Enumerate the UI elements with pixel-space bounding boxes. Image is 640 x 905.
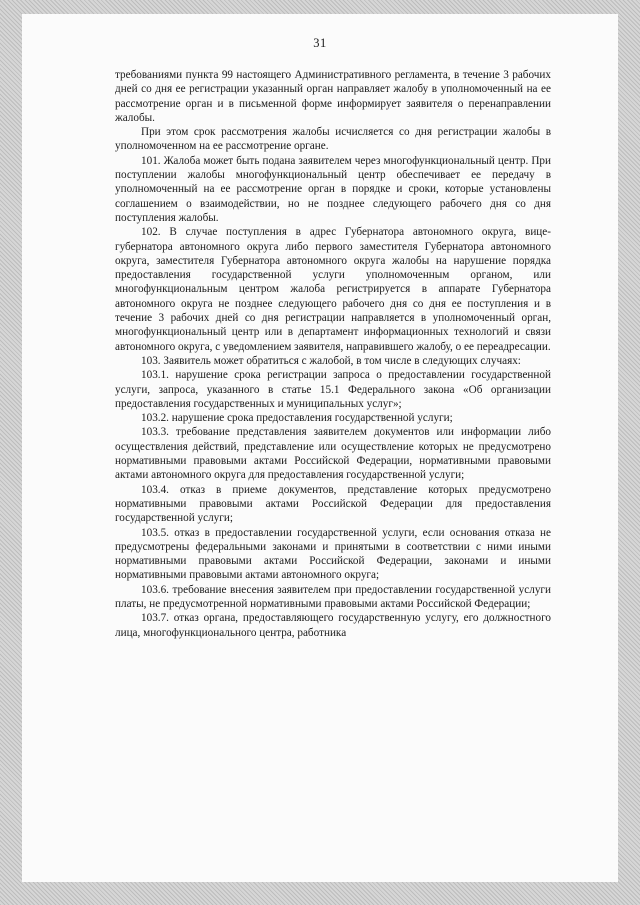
paragraph-103-4: 103.4. отказ в приеме документов, представление которых предусмотрено нормативными правовыми актами Российской Федерации для предоставления государственной услуги; — [115, 483, 551, 525]
paragraph-continuation: требованиями пункта 99 настоящего Административного регламента, в течение 3 рабочих дней со дня ее регистрации указанный орган направляет жалобу в уполномоченный на ее рассмотрение орган и в письменной форме информирует заявителя о перенаправлении жалобы. — [115, 69, 551, 124]
paragraph-103-1: 103.1. нарушение срока регистрации запроса о предоставлении государственной услуги, запроса, указанного в статье 15.1 Федерального закона «Об организации предоставления государственных и муниципальных услуг»; — [115, 369, 551, 410]
paragraph-103-3: 103.3. требование представления заявителем документов или информации либо осуществления действий, представление или осуществление которых не предусмотрено нормативными правовыми актами Российской Федерации, нормативными правовыми актами автономного округа для предоставления государственной услуги; — [115, 426, 551, 482]
paragraph-103-5: 103.5. отказ в предоставлении государственной услуги, если основания отказа не предусмотрены федеральными законами и принятыми в соответствии с ними иными нормативными правовыми актами Российской Федерации, законами и иными нормативными правовыми актами автономного округа; — [115, 526, 551, 582]
paragraph-103-6: 103.6. требование внесения заявителем при предоставлении государственной услуги платы, не предусмотренной нормативными правовыми актами Российской Федерации; — [115, 583, 551, 610]
page-number: 31 — [313, 36, 327, 50]
paragraph-103-7: 103.7. отказ органа, предоставляющего государственную услугу, его должностного лица, многофункционального центра, работника — [115, 612, 551, 639]
paragraph-101: 101. Жалоба может быть подана заявителем через многофункциональный центр. При поступлении жалобы многофункциональный центр обеспечивает ее передачу в уполномоченный на ее рассмотрение орган в порядке и сроки, которые установлены соглашением о взаимодействии, но не позднее следующего рабочего дня со дня поступления жалобы. — [115, 154, 551, 224]
document-body — [115, 68, 551, 640]
paragraph-103: 103. Заявитель может обратиться с жалобой, в том числе в следующих случаях: — [141, 354, 521, 367]
document-page — [22, 14, 618, 882]
paragraph-103-2: 103.2. нарушение срока предоставления государственной услуги; — [141, 412, 453, 425]
paragraph-review-period: При этом срок рассмотрения жалобы исчисляется со дня регистрации жалобы в уполномоченном на ее рассмотрение органе. — [115, 126, 551, 153]
paragraph-102: 102. В случае поступления в адрес Губернатора автономного округа, вице-губернатора автономного округа либо первого заместителя Губернатора автономного округа, заместителя Губернатора автономного округа жалобы на нарушение порядка предоставления государственной услуги уполномоченным органом, или многофункциональным центром жалоба регистрируется в аппарате Губернатора автономного округа не позднее следующего рабочего дня со дня ее поступления и в течение 3 рабочих дней со дня регистрации направляется в уполномоченный орган, многофункциональный центр или в департамент информационных технологий и связи автономного округа, с уведомлением заявителя, направившего жалобу, о ее переадресации. — [115, 226, 551, 353]
